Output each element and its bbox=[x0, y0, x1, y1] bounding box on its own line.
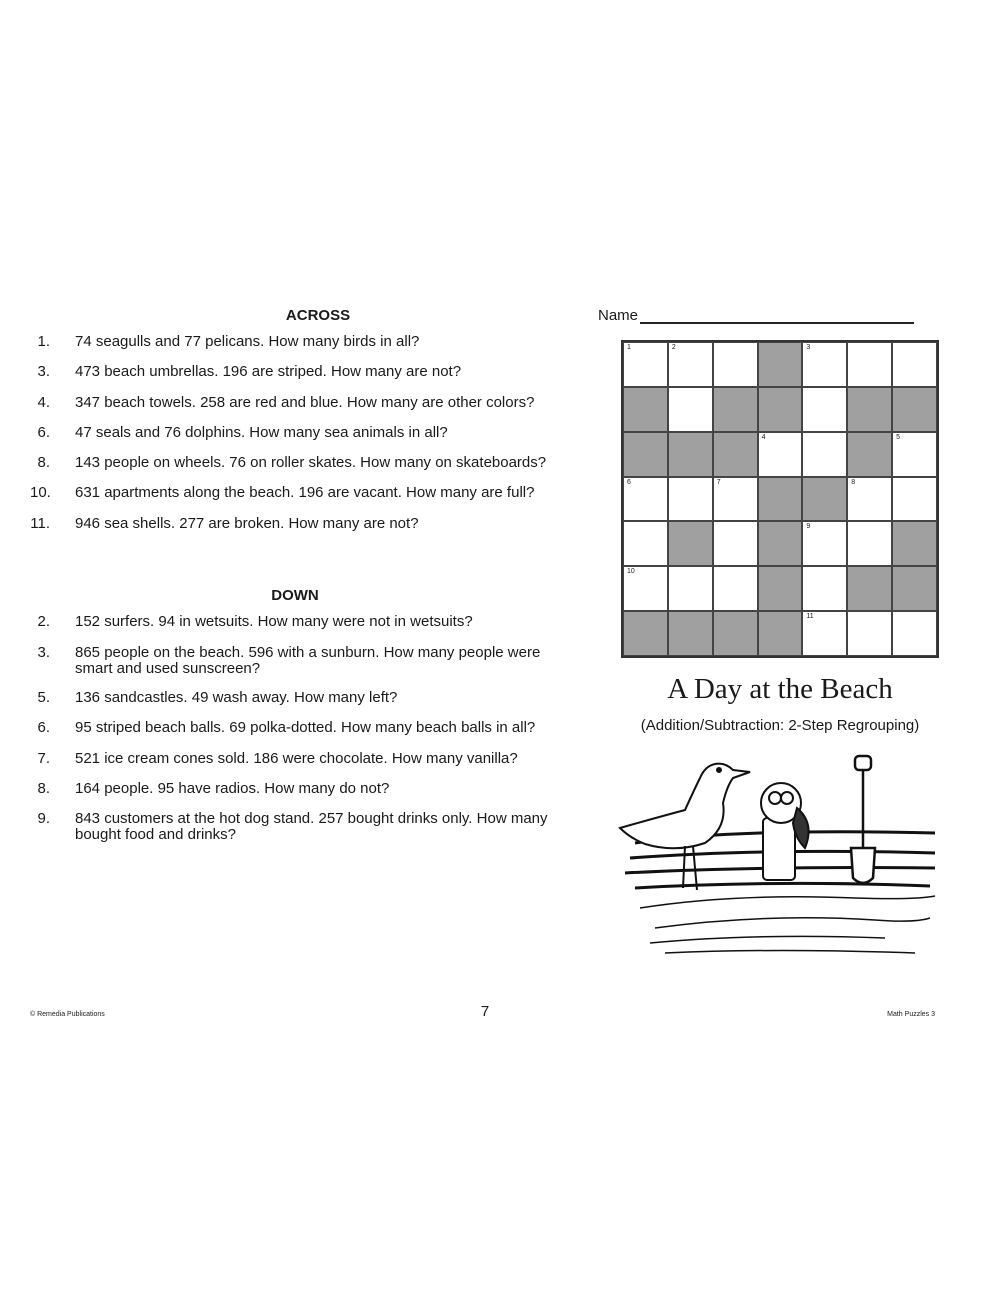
grid-cell-blocked bbox=[758, 611, 803, 656]
down-heading: DOWN bbox=[271, 587, 319, 604]
across-heading: ACROSS bbox=[285, 307, 351, 324]
clue-number: 1. bbox=[37, 333, 50, 350]
grid-cell-blocked bbox=[758, 566, 803, 611]
name-label: Name bbox=[598, 307, 639, 324]
grid-cell-blocked bbox=[758, 477, 803, 522]
grid-cell[interactable] bbox=[802, 387, 847, 432]
grid-cell-blocked bbox=[892, 387, 937, 432]
clue-number: 6. bbox=[37, 424, 50, 441]
grid-cell-number: 3 bbox=[806, 344, 811, 351]
grid-cell-blocked bbox=[847, 432, 892, 477]
grid-cell-blocked bbox=[668, 432, 713, 477]
grid-cell[interactable] bbox=[847, 477, 892, 522]
clue-text: 473 beach umbrellas. 196 are striped. How many are not? bbox=[75, 363, 462, 380]
footer-publisher: © Remedia Publications bbox=[30, 1011, 105, 1018]
name-line[interactable] bbox=[640, 308, 914, 324]
grid-cell-number: 9 bbox=[806, 523, 811, 531]
grid-cell-blocked bbox=[623, 611, 668, 656]
clue-number: 2. bbox=[37, 613, 50, 630]
grid-cell[interactable] bbox=[847, 342, 892, 387]
clue-text: 347 beach towels. 258 are red and blue. How many are other colors? bbox=[75, 394, 535, 411]
clue-number: 4. bbox=[37, 394, 50, 411]
grid-cell-number: 8 bbox=[851, 478, 856, 486]
grid-cell-number: 5 bbox=[896, 433, 901, 441]
grid-cell-number: 10 bbox=[627, 568, 635, 576]
grid-cell[interactable] bbox=[623, 342, 668, 387]
clue-number: 5. bbox=[37, 689, 50, 706]
grid-cell-blocked bbox=[713, 387, 758, 432]
clue-text: 946 sea shells. 277 are broken. How many are not? bbox=[75, 515, 419, 532]
grid-cell[interactable] bbox=[892, 342, 937, 387]
seagull-and-buried-person-icon bbox=[615, 748, 945, 968]
page-title: A Day at the Beach bbox=[667, 673, 893, 705]
footer-book-title: Math Puzzles 3 bbox=[887, 1011, 935, 1018]
grid-cell[interactable] bbox=[713, 477, 758, 522]
grid-cell-blocked bbox=[847, 566, 892, 611]
page-number: 7 bbox=[480, 1003, 490, 1020]
grid-cell[interactable] bbox=[713, 342, 758, 387]
grid-cell[interactable] bbox=[668, 342, 713, 387]
grid-cell[interactable] bbox=[758, 432, 803, 477]
clue-number: 8. bbox=[37, 780, 50, 797]
grid-cell-blocked bbox=[758, 521, 803, 566]
clue-text: 521 ice cream cones sold. 186 were chocolate. How many vanilla? bbox=[75, 750, 518, 767]
crossword-grid bbox=[621, 340, 939, 658]
grid-cell-blocked bbox=[802, 477, 847, 522]
grid-cell-blocked bbox=[758, 387, 803, 432]
grid-cell[interactable] bbox=[623, 566, 668, 611]
clue-text: 74 seagulls and 77 pelicans. How many birds in all? bbox=[75, 333, 420, 350]
grid-cell-blocked bbox=[668, 521, 713, 566]
clue-number: 7. bbox=[37, 750, 50, 767]
page-subtitle: (Addition/Subtraction: 2-Step Regrouping) bbox=[640, 717, 920, 734]
clue-number: 8. bbox=[37, 454, 50, 471]
name-field[interactable] bbox=[598, 307, 914, 324]
grid-cell-blocked bbox=[892, 521, 937, 566]
clue-text: 865 people on the beach. 596 with a sunburn. How many people were smart and used sunscreen? bbox=[75, 644, 541, 677]
clue-text: 47 seals and 76 dolphins. How many sea animals in all? bbox=[75, 424, 448, 441]
grid-cell-blocked bbox=[847, 387, 892, 432]
grid-cell[interactable] bbox=[668, 477, 713, 522]
grid-cell[interactable] bbox=[802, 432, 847, 477]
grid-cell-number: 7 bbox=[716, 478, 721, 486]
grid-cell[interactable] bbox=[713, 566, 758, 611]
clue-number: 11. bbox=[30, 515, 50, 532]
clue-text: 843 customers at the hot dog stand. 257 bought drinks only. How many bought food and drinks? bbox=[75, 810, 548, 843]
grid-cell[interactable] bbox=[802, 566, 847, 611]
grid-cell[interactable] bbox=[847, 521, 892, 566]
grid-cell[interactable] bbox=[668, 566, 713, 611]
grid-cell-blocked bbox=[713, 611, 758, 656]
grid-cell-number: 2 bbox=[671, 344, 676, 351]
clue-number: 10. bbox=[30, 484, 51, 501]
grid-cell[interactable] bbox=[623, 521, 668, 566]
clue-text: 95 striped beach balls. 69 polka-dotted. How many beach balls in all? bbox=[75, 719, 536, 736]
clue-text: 164 people. 95 have radios. How many do not? bbox=[75, 780, 390, 797]
clue-number: 3. bbox=[37, 644, 50, 661]
grid-cell[interactable] bbox=[713, 521, 758, 566]
grid-cell-blocked bbox=[758, 342, 803, 387]
grid-cell[interactable] bbox=[802, 342, 847, 387]
grid-cell[interactable] bbox=[668, 387, 713, 432]
grid-cell-number: 1 bbox=[627, 344, 631, 351]
clue-number: 6. bbox=[37, 719, 50, 736]
clue-text: 152 surfers. 94 in wetsuits. How many were not in wetsuits? bbox=[75, 613, 473, 630]
grid-cell-blocked bbox=[668, 611, 713, 656]
grid-cell-number: 11 bbox=[806, 613, 814, 621]
grid-cell[interactable] bbox=[802, 521, 847, 566]
grid-cell-blocked bbox=[623, 387, 668, 432]
grid-cell-blocked bbox=[892, 566, 937, 611]
grid-cell-number: 6 bbox=[627, 478, 631, 486]
grid-cell-blocked bbox=[713, 432, 758, 477]
grid-cell[interactable] bbox=[623, 477, 668, 522]
clue-text: 143 people on wheels. 76 on roller skates. How many on skateboards? bbox=[75, 454, 547, 471]
grid-cell[interactable] bbox=[892, 611, 937, 656]
grid-cell[interactable] bbox=[802, 611, 847, 656]
grid-cell-blocked bbox=[623, 432, 668, 477]
clue-text: 631 apartments along the beach. 196 are vacant. How many are full? bbox=[75, 484, 535, 501]
grid-cell[interactable] bbox=[892, 432, 937, 477]
grid-cell-number: 4 bbox=[761, 433, 766, 441]
grid-cell[interactable] bbox=[847, 611, 892, 656]
grid-cell[interactable] bbox=[892, 477, 937, 522]
clue-number: 9. bbox=[37, 810, 50, 827]
clue-text: 136 sandcastles. 49 wash away. How many left? bbox=[75, 689, 398, 706]
clue-number: 3. bbox=[37, 363, 50, 380]
